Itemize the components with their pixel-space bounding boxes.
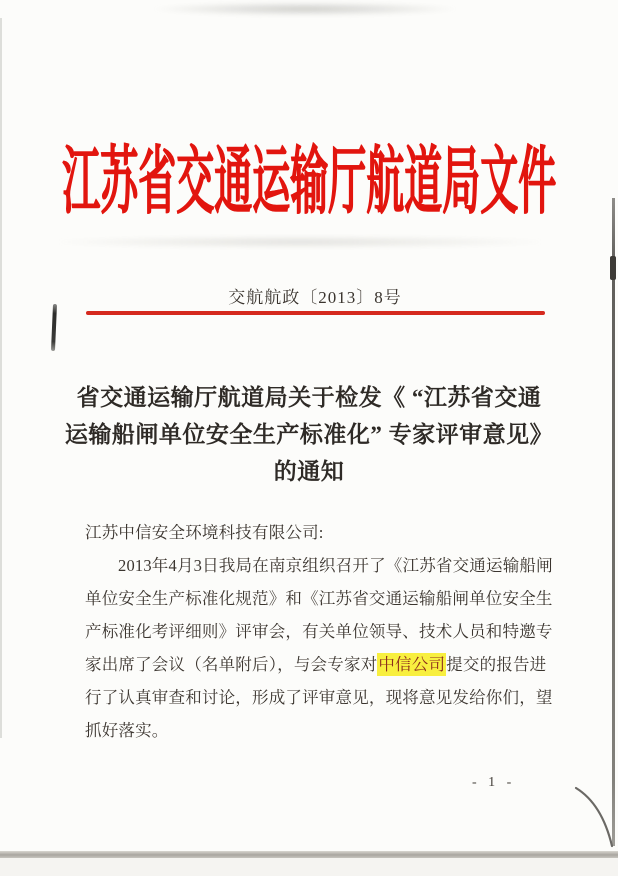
salutation-line: 江苏中信安全环境科技有限公司: — [85, 523, 324, 542]
body-line: 产标准化考评细则》评审会，有关单位领导、技术人员和特邀专 — [85, 622, 553, 641]
highlight-pre-text: 家出席了会议（名单附后），与会专家对 — [85, 655, 378, 674]
scan-edge-left — [0, 18, 2, 738]
scan-smudge-top — [150, 2, 460, 16]
body-line: 单位安全生产标准化规范》和《江苏省交通运输船闸单位安全生 — [85, 589, 553, 608]
document-body — [85, 516, 553, 747]
body-line: 行了认真审查和讨论，形成了评审意见，现将意见发给你们，望 — [85, 688, 553, 707]
scan-edge-right — [612, 198, 615, 846]
document-number: 交航航政〔2013〕8号 — [228, 288, 402, 307]
body-line: 2013年4月3日我局在南京组织召开了《江苏省交通运输船闸 — [118, 556, 553, 575]
letterhead-title: 江苏省交通运输厅航道局文件 — [61, 142, 556, 224]
page-curl-mark — [560, 780, 618, 850]
scan-background-strip — [0, 858, 618, 876]
notice-title-line-3: 的通知 — [273, 459, 345, 484]
paper-bottom-edge — [0, 851, 618, 858]
red-divider-line — [86, 311, 545, 315]
scan-edge-right-blob — [610, 256, 616, 280]
highlighted-company-name: 中信公司 — [378, 655, 446, 674]
pen-mark-artifact — [51, 304, 57, 351]
body-line: 抓好落实。 — [85, 721, 169, 740]
body-line-with-highlight — [85, 648, 553, 681]
page-number: - 1 - — [472, 775, 516, 790]
scan-smudge-under-banner — [60, 236, 540, 248]
notice-title-line-1: 省交通运输厅航道局关于检发《 “江苏省交通 — [76, 385, 542, 410]
highlight-post-text: 提交的报告进 — [446, 655, 547, 674]
notice-title-line-2: 运输船闸单位安全生产标准化” 专家评审意见》 — [64, 422, 554, 447]
notice-title — [30, 379, 588, 490]
